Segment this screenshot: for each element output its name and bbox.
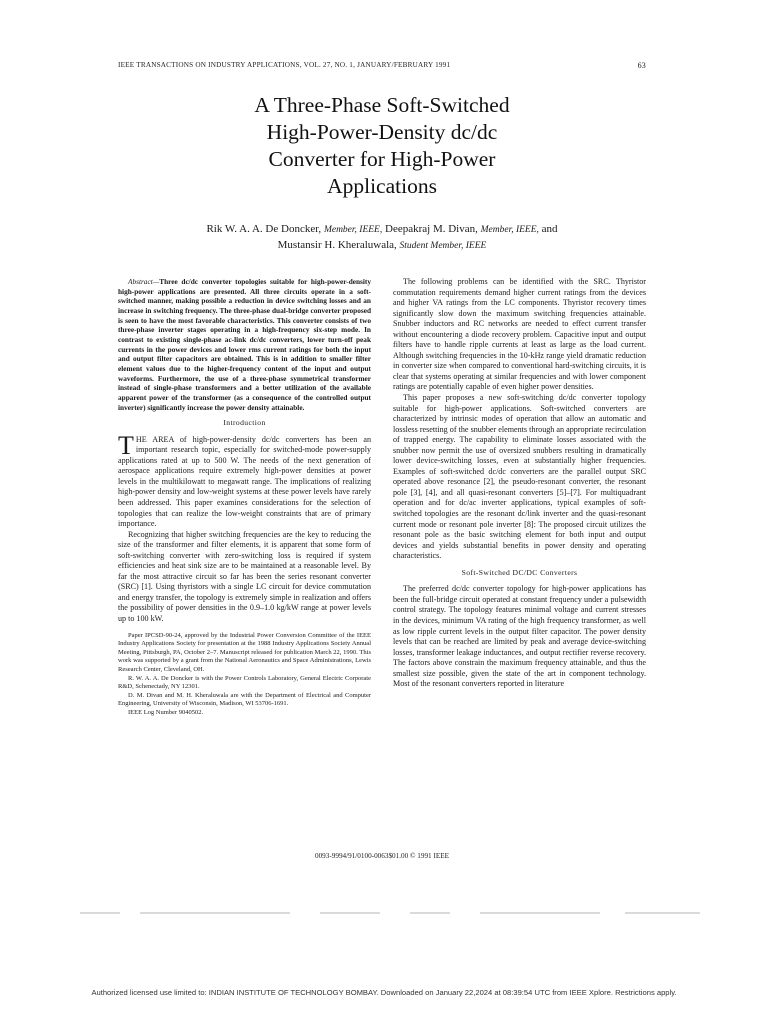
footnote: IEEE Log Number 9040502. [128, 708, 204, 716]
title-line: Applications [327, 174, 437, 198]
copyright-line: 0093-9994/91/0100-0063$01.00 © 1991 IEEE [314, 852, 450, 860]
running-head [118, 61, 646, 69]
author-name: Mustansir H. Kheraluwala, [277, 238, 397, 251]
intro-paragraph: Recognizing that higher switching frequencies are the key to reducing the size of the transformer and filter elements, it is apparent that some form of soft-switching converter with zero-switching loss is required if system efficiencies and heat sink size are to be maintained at a reasonable level. By far the most attractive circuit so far has been the series resonant converter (SRC) [1]. Using thyristors with a single LC circuit for device commutation and energy transfer, the topology is extremely simple in realization and offers the possibility of power densities in the 0.9–1.0 kg/kW range at power levels up to 100 kW. [118, 529, 371, 624]
page-number: 63 [637, 61, 646, 70]
footnote: R. W. A. A. De Doncker is with the Power Controls Laboratory, General Electric Corporate R&D, Schenectady, NY 12301. [118, 674, 371, 691]
author-list [118, 222, 646, 253]
paper-title [118, 92, 646, 200]
intro-paragraph [118, 430, 371, 530]
abstract [118, 277, 371, 412]
title-line: Converter for High-Power [268, 147, 496, 171]
journal-line: IEEE TRANSACTIONS ON INDUSTRY APPLICATIONS, VOL. 27, NO. 1, JANUARY/FEBRUARY 1991 [118, 61, 451, 69]
author-affiliation: Member, IEEE, [323, 225, 383, 235]
body-paragraph: The preferred dc/dc converter topology for high-power applications has been the full-bridge circuit operated at constant frequency under a pulsewidth control strategy. The topology features minimal voltage and current stresses in the devices, minimum VA rating of the high frequency transformer, as well as low ripple current levels in the output filter capacitor. The power density levels that can be reached are limited by peak and average device-switching losses, transformer leakage inductances, and output rectifier reverse recovery. The factors above constrain the maximum frequency attainable, and thus the smallest size possible, given the state of the art in component technology. Most of the resonant converters reported in literature [393, 584, 646, 689]
right-column [393, 277, 646, 690]
scan-artifact-rule [80, 912, 700, 914]
drop-cap: T [118, 430, 134, 460]
title-line: High-Power-Density dc/dc [266, 120, 498, 144]
footnotes [118, 632, 371, 718]
author-name: Rik W. A. A. De Doncker, [206, 223, 322, 235]
section-heading-introduction: Introduction [223, 418, 266, 428]
author-conjunction: and [541, 223, 558, 235]
author-affiliation: Student Member, IEEE [399, 240, 487, 251]
title-line: A Three-Phase Soft-Switched [254, 93, 510, 117]
abstract-text: Three dc/dc converter topologies suitable for high-power-density high-power applications are presented. All three circuits operate in a soft-switched manner, making possible a reduction in device switching losses and an increase in switching frequency. The three-phase dual-bridge converter proposed is seen to have the most favorable characteristics. This converter consists of two three-phase inverter stages operating in a high-frequency six-step mode. In contrast to existing single-phase ac-link dc/dc converters, lower turn-off peak currents in the power devices and lower rms current ratings for both the input and output filter capacitors are obtained. This is in addition to smaller filter element values due to the higher-frequency content of the input and output waveforms. Furthermore, the use of a three-phase symmetrical transformer instead of single-phase transformers and a better utilization of the available apparent power of the transformer (as a consequence of the controlled output inverter) significantly increase the power density attainable. [118, 277, 371, 412]
footnote: Paper IPCSD-90-24, approved by the Industrial Power Conversion Committee of the IEEE Industry Applications Society for presentation at the 1988 Industry Applications Society Annual Meeting, Pittsburgh, PA, October 2–7. Manuscript released for publication March 22, 1990. This work was supported by a grant from the National Aeronautics and Space Administrations, Lewis Research Center, Cleveland, OH. [118, 631, 371, 673]
author-affiliation: Member, IEEE, [480, 225, 539, 235]
left-column [118, 277, 371, 718]
abstract-lead: Abstract— [128, 277, 160, 286]
footnote: D. M. Divan and M. H. Kheraluwala are with the Department of Electrical and Computer Engineering, University of Wisconsin, Madison, WI 53706-1691. [118, 691, 371, 708]
access-footer: Authorized licensed use limited to: INDIAN INSTITUTE OF TECHNOLOGY BOMBAY. Downloaded on January 22,2024 at 08:39:54 UTC from IEEE Xplore. Restrictions apply. [91, 988, 677, 997]
body-paragraph: The following problems can be identified with the SRC. Thyristor commutation requirements demand higher current ratings from the devices and higher VA ratings from the LC components. Thyristor recovery times significantly slow down the maximum switching frequencies attainable. Snubber inductors and RC networks are needed to effect current transfer without encountering a diode recovery problem. Capacitive input and output filters have to handle ripple currents at least as large as the load current. Although switching frequencies in the 10-kHz range yield dramatic reduction in converter size when compared to conventional hard-switching circuits, it is clear that systems operating at similar frequencies and with lower component ratings are potentially capable of even higher power densities. [393, 277, 646, 392]
section-heading-soft-switched: Soft-Switched DC/DC Converters [461, 567, 578, 577]
intro-paragraph-text: HE AREA of high-power-density dc/dc converters has been an important research topic, especially for switched-mode power-supply applications rated at up to 500 W. The needs of the next generation of aerospace applications require extremely high-power densities at power levels in the multikilowatt to megawatt range. The implications of realizing high-power density and low-weight systems at these power levels have rarely been addressed. This paper examines considerations for the selection of topologies that can realize the low-weight constraints that are of primary importance. [118, 434, 371, 529]
body-paragraph: This paper proposes a new soft-switching dc/dc converter topology suitable for high-power applications. Soft-switched converters are characterized by intrinsic modes of operation that allow an automatic and lossless resetting of the snubber elements through an appropriate recirculation of trapped energy. The capability to eliminate losses associated with the snubber now permit the use of oversized snubbers resulting in dramatically lower device-switching losses, even at substantially higher frequencies. Examples of soft-switched dc/dc converters are the parallel output SRC operated above resonance [2], the pseudo-resonant converter, the resonant pole [3], [4], and all quasi-resonant converters [5]–[7]. For multiquadrant operation and for dc/ac inverter applications, typical examples of soft-switched topologies are the resonant dc/link inverter and the quasi-resonant current mode or resonant pole inverter [8]: The proposed circuit utilizes the resonant pole as the basic switching element for both input and output devices and yields substantial benefits in power density and operating characteristics. [393, 393, 646, 561]
author-name: Deepakraj M. Divan, [385, 223, 478, 235]
